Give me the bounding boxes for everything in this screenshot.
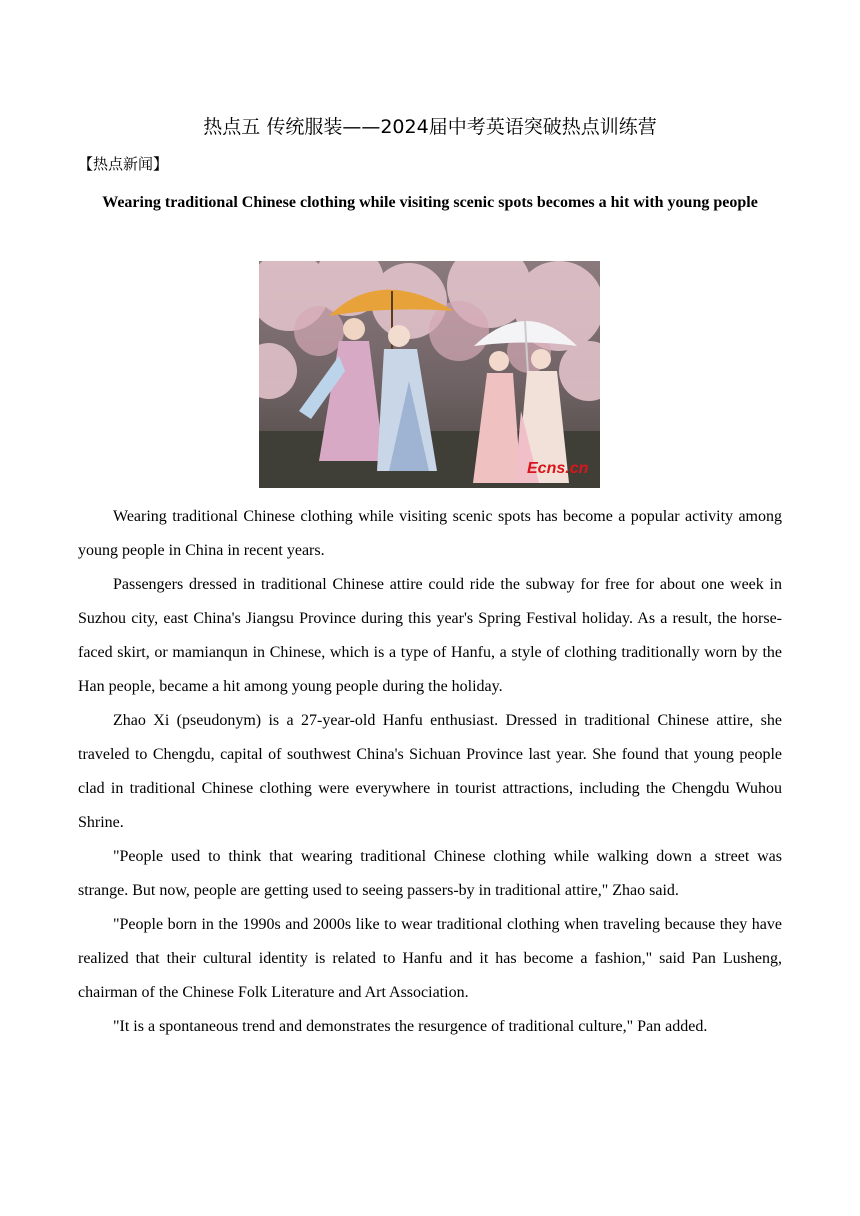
article-paragraph: Wearing traditional Chinese clothing while visiting scenic spots has become a popular activity among young people in China in recent years. [78, 508, 782, 559]
article-body [78, 500, 782, 1044]
photo-watermark: Ecns.cn [527, 460, 589, 477]
article-paragraph: "People used to think that wearing traditional Chinese clothing while walking down a street was strange. But now, people are getting used to seeing passers-by in traditional attire," Zhao said. [78, 848, 782, 899]
article-paragraph: Zhao Xi (pseudonym) is a 27-year-old Hanfu enthusiast. Dressed in traditional Chinese attire, she traveled to Chengdu, capital of southwest China's Sichuan Province last year. She found that young people clad in traditional Chinese clothing were everywhere in tourist attractions, including the Chengdu Wuhou Shrine. [78, 712, 782, 831]
article-paragraph: "It is a spontaneous trend and demonstrates the resurgence of traditional culture," Pan added. [113, 1018, 708, 1035]
article-headline: Wearing traditional Chinese clothing while visiting scenic spots becomes a hit with young people [102, 194, 758, 211]
article-paragraph: "People born in the 1990s and 2000s like to wear traditional clothing when traveling because they have realized that their cultural identity is related to Hanfu and it has become a fashion," said Pan Lusheng, chairman of the Chinese Folk Literature and Art Association. [78, 916, 782, 1001]
page-title: 热点五 传统服装——2024届中考英语突破热点训练营 [203, 116, 657, 138]
article-paragraph: Passengers dressed in traditional Chinese attire could ride the subway for free for about one week in Suzhou city, east China's Jiangsu Province during this year's Spring Festival holiday. As a result, the horse-faced skirt, or mamianqun in Chinese, which is a type of Hanfu, a style of clothing traditionally worn by the Han people, became a hit among young people during the holiday. [78, 576, 782, 695]
article-photo [259, 261, 600, 488]
section-label: 【热点新闻】 [78, 155, 169, 173]
